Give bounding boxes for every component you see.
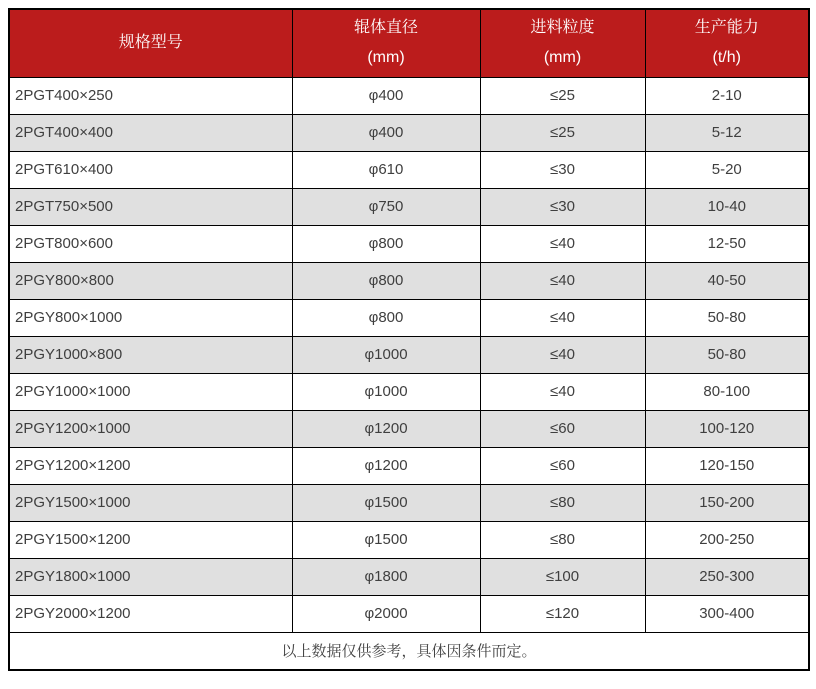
cell-model: 2PGY1200×1200 (9, 447, 292, 484)
cell-diameter: φ1000 (292, 373, 480, 410)
cell-feed: ≤40 (480, 299, 645, 336)
cell-model: 2PGY1000×800 (9, 336, 292, 373)
table-row (9, 77, 809, 114)
col-header-capacity-unit: (t/h) (712, 49, 741, 67)
footnote-row (9, 632, 809, 670)
cell-diameter: φ1200 (292, 410, 480, 447)
cell-model: 2PGT400×250 (9, 77, 292, 114)
cell-model: 2PGY800×1000 (9, 299, 292, 336)
col-header-diameter-label: 辊体直径 (353, 19, 418, 37)
cell-diameter: φ800 (292, 299, 480, 336)
col-header-model-label: 规格型号 (118, 34, 183, 52)
table-row (9, 225, 809, 262)
table-row (9, 299, 809, 336)
table-row (9, 262, 809, 299)
cell-capacity: 250-300 (645, 558, 809, 595)
cell-capacity: 5-12 (645, 114, 809, 151)
cell-diameter: φ800 (292, 225, 480, 262)
cell-model: 2PGT800×600 (9, 225, 292, 262)
cell-model: 2PGY1500×1000 (9, 484, 292, 521)
table-row (9, 595, 809, 632)
cell-diameter: φ2000 (292, 595, 480, 632)
cell-capacity: 150-200 (645, 484, 809, 521)
col-header-capacity (645, 9, 809, 77)
cell-diameter: φ400 (292, 114, 480, 151)
cell-diameter: φ610 (292, 151, 480, 188)
col-header-feed-label: 进料粒度 (530, 19, 595, 37)
cell-feed: ≤40 (480, 336, 645, 373)
cell-capacity: 200-250 (645, 521, 809, 558)
cell-capacity: 10-40 (645, 188, 809, 225)
cell-feed: ≤100 (480, 558, 645, 595)
cell-diameter: φ1000 (292, 336, 480, 373)
cell-capacity: 12-50 (645, 225, 809, 262)
cell-diameter: φ750 (292, 188, 480, 225)
table-row (9, 410, 809, 447)
footnote: 以上数据仅供参考，具体因条件而定。 (9, 632, 809, 670)
cell-feed: ≤120 (480, 595, 645, 632)
col-header-feed-unit: (mm) (543, 49, 582, 67)
table-row (9, 114, 809, 151)
cell-capacity: 5-20 (645, 151, 809, 188)
table-row (9, 484, 809, 521)
header-row (9, 9, 809, 77)
cell-feed: ≤40 (480, 225, 645, 262)
table-row (9, 188, 809, 225)
cell-model: 2PGT400×400 (9, 114, 292, 151)
cell-model: 2PGY1200×1000 (9, 410, 292, 447)
cell-capacity: 300-400 (645, 595, 809, 632)
cell-diameter: φ1500 (292, 484, 480, 521)
cell-model: 2PGY1000×1000 (9, 373, 292, 410)
cell-diameter: φ400 (292, 77, 480, 114)
table-row (9, 373, 809, 410)
cell-feed: ≤60 (480, 447, 645, 484)
cell-capacity: 2-10 (645, 77, 809, 114)
col-header-diameter (292, 9, 480, 77)
cell-feed: ≤80 (480, 484, 645, 521)
cell-diameter: φ1800 (292, 558, 480, 595)
cell-capacity: 40-50 (645, 262, 809, 299)
col-header-diameter-unit: (mm) (367, 49, 405, 67)
cell-capacity: 50-80 (645, 299, 809, 336)
cell-model: 2PGY800×800 (9, 262, 292, 299)
cell-model: 2PGT610×400 (9, 151, 292, 188)
cell-feed: ≤80 (480, 521, 645, 558)
cell-feed: ≤40 (480, 373, 645, 410)
col-header-feed (480, 9, 645, 77)
cell-diameter: φ1200 (292, 447, 480, 484)
cell-model: 2PGT750×500 (9, 188, 292, 225)
cell-capacity: 80-100 (645, 373, 809, 410)
col-header-capacity-label: 生产能力 (694, 19, 759, 37)
cell-feed: ≤25 (480, 114, 645, 151)
table-row (9, 447, 809, 484)
cell-feed: ≤40 (480, 262, 645, 299)
cell-model: 2PGY2000×1200 (9, 595, 292, 632)
col-header-model (9, 9, 292, 77)
cell-diameter: φ1500 (292, 521, 480, 558)
cell-feed: ≤60 (480, 410, 645, 447)
cell-feed: ≤30 (480, 151, 645, 188)
cell-model: 2PGY1800×1000 (9, 558, 292, 595)
cell-capacity: 100-120 (645, 410, 809, 447)
cell-capacity: 120-150 (645, 447, 809, 484)
cell-feed: ≤30 (480, 188, 645, 225)
cell-model: 2PGY1500×1200 (9, 521, 292, 558)
table-row (9, 151, 809, 188)
table-row (9, 558, 809, 595)
cell-feed: ≤25 (480, 77, 645, 114)
specification-table (8, 8, 810, 671)
cell-capacity: 50-80 (645, 336, 809, 373)
table-row (9, 521, 809, 558)
table-row (9, 336, 809, 373)
cell-diameter: φ800 (292, 262, 480, 299)
